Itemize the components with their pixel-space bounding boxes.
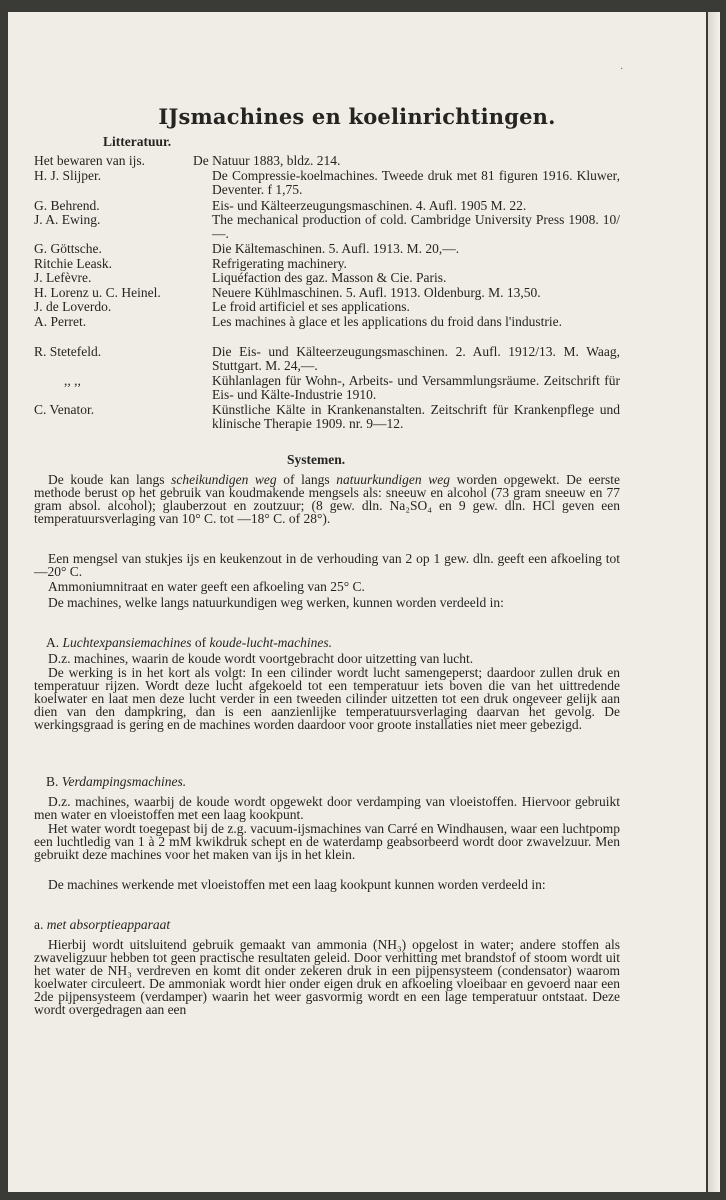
ref-work: Künstliche Kälte in Krankenanstalten. Zeitschrift für Krankenpflege und klinische Therapie 1909. nr. 9—12. — [212, 402, 620, 431]
paragraph: Hierbij wordt uitsluitend gebruik gemaakt van ammonia (NH₃) opgelost in water; andere stoffen als zwaveligzuur hebben tot geen practische resultaten geleid. Door verhitting met brandstof of stoom wordt uit het water de NH₃ verdreven en komt dit onder zekeren druk in een pijpensysteem (condensator) waarom koelwater circuleert. De ammoniak wordt hier onder eigen druk en afkoeling vloeibaar en gevoerd naar een 2de pijpensysteem (verdamper) waarin het weer gasvormig wordt en een lage temperatuur ontstaat. Deze wordt overgedragen aan een — [34, 937, 620, 1017]
italic-term: scheikundigen weg — [171, 472, 277, 487]
ref-work: Liquéfaction des gaz. Masson & Cie. Paris. — [212, 270, 447, 285]
ref-author: C. Venator. — [34, 402, 95, 417]
paragraph-text: of langs — [276, 472, 337, 487]
ref-author: H. Lorenz u. C. Heinel. — [34, 285, 161, 300]
ref-author: J. Lefèvre. — [34, 270, 92, 285]
page-speck: · — [620, 64, 624, 75]
ref-work: Eis- und Kälteerzeugungsmaschinen. 4. Aufl. 1905 M. 22. — [212, 198, 527, 213]
paragraph: De machines, welke langs natuurkundigen weg werken, kunnen worden verdeeld in: — [48, 595, 504, 610]
ref-work: Refrigerating machinery. — [212, 256, 347, 271]
ref-author: G. Behrend. — [34, 198, 100, 213]
ref-work: Die Kältemaschinen. 5. Aufl. 1913. M. 20,—. — [212, 241, 460, 256]
ref-work: De Natuur 1883, bldz. 214. — [193, 153, 341, 168]
section-connector: of — [194, 635, 207, 650]
ref-work: Die Eis- und Kälteerzeugungsmaschinen. 2. Aufl. 1912/13. M. Waag, Stuttgart. M. 24,—. — [212, 344, 620, 373]
ref-author: Het bewaren van ijs. — [34, 153, 145, 168]
subsection-a-heading — [34, 918, 620, 931]
ref-work: Neuere Kühlmaschinen. 5. Aufl. 1913. Oldenburg. M. 13,50. — [212, 285, 541, 300]
section-letter: B. — [46, 774, 59, 789]
paragraph: Ammoniumnitraat en water geeft een afkoeling van 25° C. — [48, 579, 365, 594]
page-title: IJsmachines en koelinrichtingen. — [158, 104, 556, 129]
ref-author: J. A. Ewing. — [34, 212, 101, 227]
section-letter: a. — [34, 917, 44, 932]
section-a-heading — [46, 636, 620, 649]
literature-heading: Litteratuur. — [103, 134, 172, 149]
section-title: Luchtexpansiemachines — [62, 635, 192, 650]
paragraph: De machines werkende met vloeistoffen met een laag kookpunt kunnen worden verdeeld in: — [48, 877, 546, 892]
systems-heading: Systemen. — [287, 452, 346, 467]
ref-author: R. Stetefeld. — [34, 344, 102, 359]
paragraph — [34, 473, 620, 525]
paragraph: D.z. machines, waarin de koude wordt voortgebracht door uitzetting van lucht. — [48, 651, 474, 666]
italic-term: natuurkundigen weg — [336, 472, 451, 487]
paragraph: Een mengsel van stukjes ijs en keukenzout in de verhouding van 2 op 1 gew. dln. geeft een afkoeling tot —20° C. — [34, 551, 620, 579]
paragraph: De werking is in het kort als volgt: In een cilinder wordt lucht samengeperst; daardoor zullen druk en temperatuur rijzen. Wordt deze lucht afgekoeld tot een temperatuur iets boven die van het uittredende koelwater en laat men deze lucht verder in een tweeden cilinder uitzetten tot een druk ongeveer gelijk aan dien van den dampkring, dan is een aanzienlijke temperatuursverlaging daarvan het gevolg. De werkingsgraad is gering en de machines worden daardoor voor groote installaties niet meer gebezigd. — [34, 665, 620, 732]
ref-author: ,, ,, — [64, 373, 81, 388]
ref-author: G. Göttsche. — [34, 241, 102, 256]
ref-work: Les machines à glace et les applications du froid dans l'industrie. — [212, 314, 562, 329]
page-edge — [708, 12, 720, 1192]
paragraph-text: De koude kan langs — [48, 472, 172, 487]
section-title: Verdampingsmachines. — [61, 774, 187, 789]
ref-work: De Compressie-koelmachines. Tweede druk met 81 figuren 1916. Kluwer, Deventer. f 1,75. — [212, 168, 620, 197]
section-title: koude-lucht-machines. — [209, 635, 333, 650]
section-b-heading — [46, 775, 620, 788]
section-title: met absorptieapparaat — [46, 917, 171, 932]
paragraph-text: worden opgewekt. De eerste methode berust op het gebruik van koudmakende mengsels als: sneeuw en alcohol (73 gram sneeuw en 77 gram absol. alcohol); glauberzout en zoutzuur; (8 gew. dln. Na₂SO₄ en 9 gew. dln. HCl geven een temperatuursverlaging van 10° C. tot —18° C. of 28°). — [34, 472, 620, 526]
ref-author: H. J. Slijper. — [34, 168, 102, 183]
paragraph: Het water wordt toegepast bij de z.g. vacuum-ijsmachines van Carré en Windhausen, waar een luchtpomp een luchtledig van 1 à 2 mM kwikdruk schept en de waterdamp geabsorbeerd wordt door zwavelzuur. Men gebruikt deze machines voor het maken van ijs in het klein. — [34, 821, 620, 862]
ref-work: The mechanical production of cold. Cambridge University Press 1908. 10/—. — [212, 212, 620, 241]
ref-work: Le froid artificiel et ses applications. — [212, 299, 410, 314]
section-letter: A. — [46, 635, 60, 650]
document-page — [8, 12, 706, 1192]
paragraph: D.z. machines, waarbij de koude wordt opgewekt door verdamping van vloeistoffen. Hiervoor gebruikt men water en vloeistoffen met een laag kookpunt. — [34, 794, 620, 822]
ref-author: J. de Loverdo. — [34, 299, 112, 314]
ref-work: Kühlanlagen für Wohn-, Arbeits- und Versammlungsräume. Zeitschrift für Eis- und Kälte-Industrie 1910. — [212, 373, 620, 402]
ref-author: A. Perret. — [34, 314, 87, 329]
ref-author: Ritchie Leask. — [34, 256, 112, 271]
